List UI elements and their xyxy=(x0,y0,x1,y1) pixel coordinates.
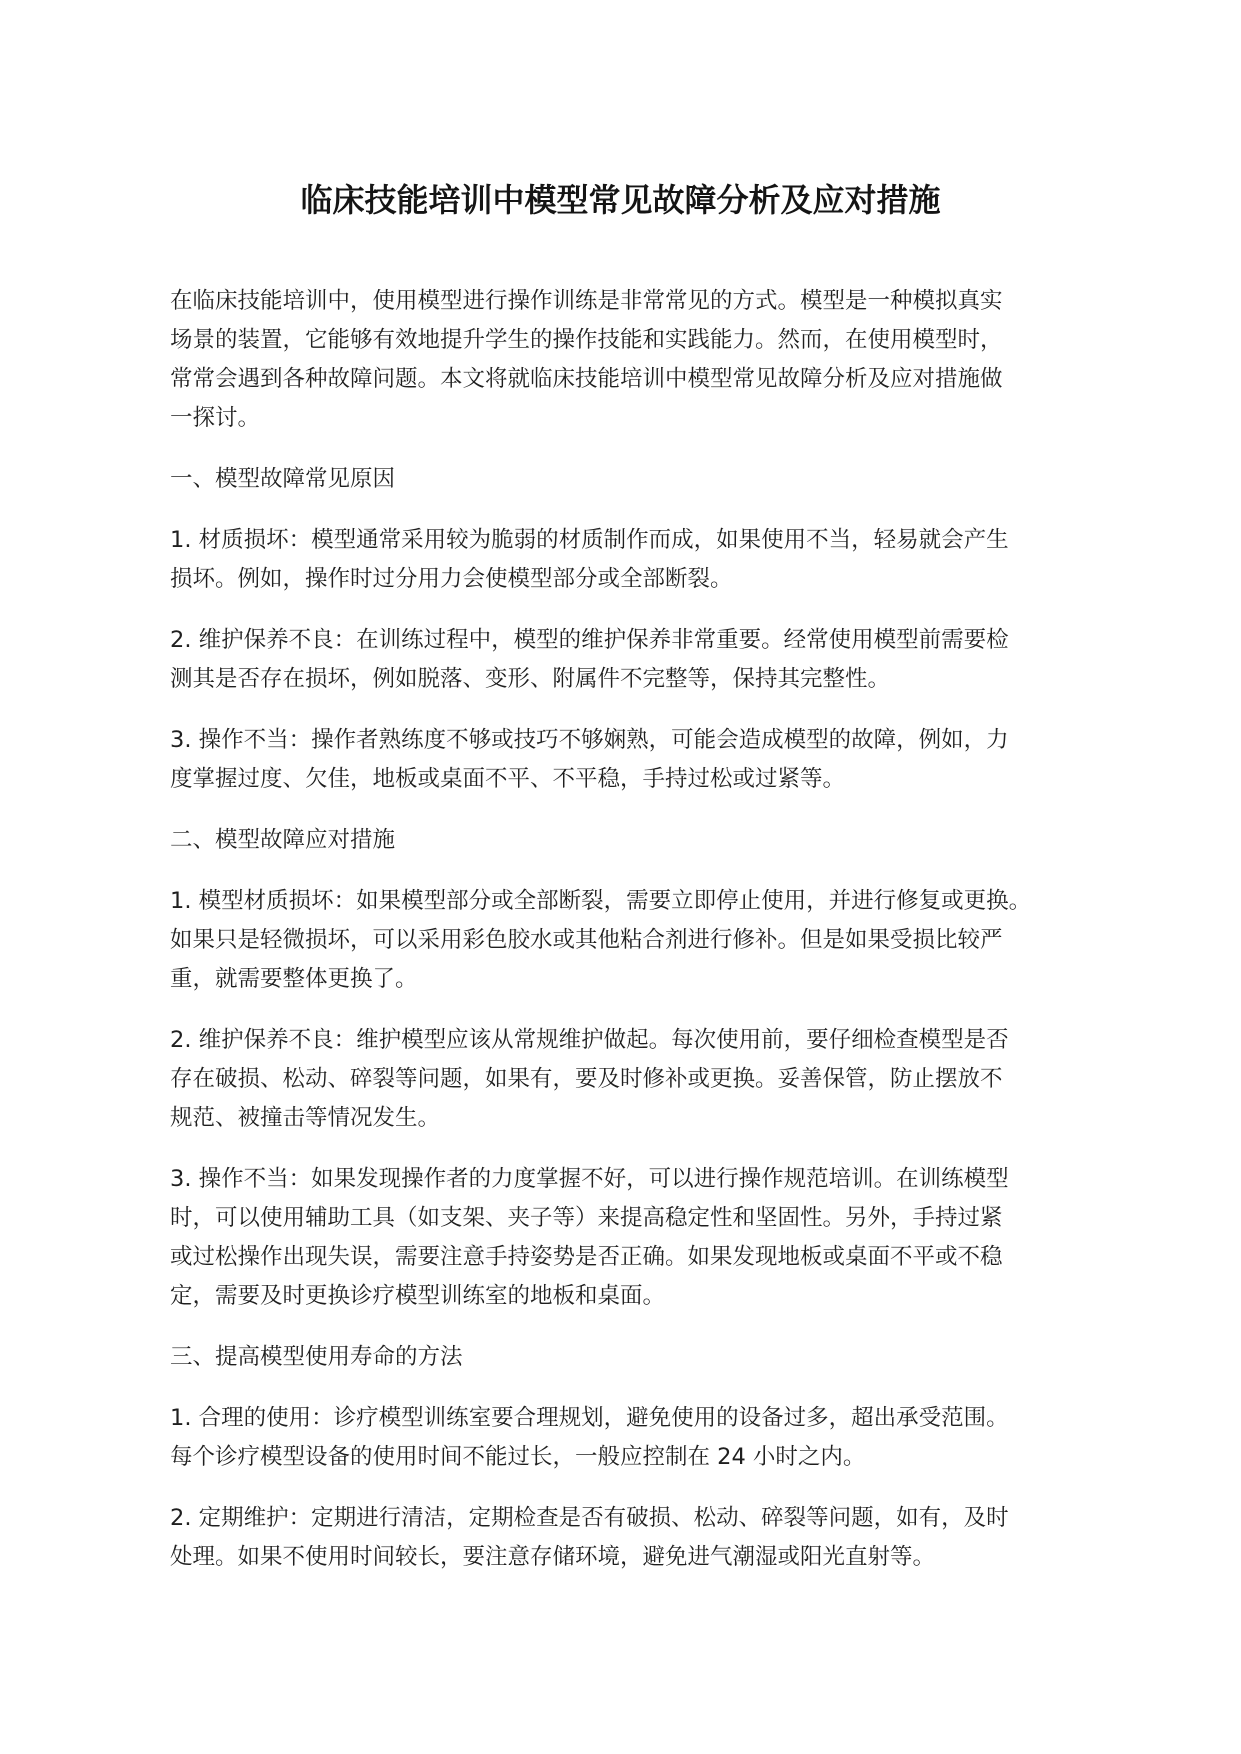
text-line: 度掌握过度、欠佳，地板或桌面不平、不平稳，手持过松或过紧等。 xyxy=(170,766,846,792)
list-item xyxy=(170,1399,1190,1477)
section-heading xyxy=(170,821,1190,860)
text-line: 1. 模型材质损坏：如果模型部分或全部断裂，需要立即停止使用，并进行修复或更换。 xyxy=(170,888,1032,914)
text-line: 3. 操作不当：如果发现操作者的力度掌握不好，可以进行操作规范培训。在训练模型 xyxy=(170,1166,1009,1192)
text-line: 常常会遇到各种故障问题。本文将就临床技能培训中模型常见故障分析及应对措施做 xyxy=(170,366,1003,392)
text-line: 存在破损、松动、碎裂等问题，如果有，要及时修补或更换。妥善保管，防止摆放不 xyxy=(170,1066,1003,1092)
text-line: 规范、被撞击等情况发生。 xyxy=(170,1105,441,1131)
section-heading-text: 二、模型故障应对措施 xyxy=(170,827,396,853)
text-line: 损坏。例如，操作时过分用力会使模型部分或全部断裂。 xyxy=(170,566,733,592)
section-heading-text: 一、模型故障常见原因 xyxy=(170,466,396,492)
list-item xyxy=(170,1160,1190,1316)
text-line: 2. 维护保养不良：在训练过程中，模型的维护保养非常重要。经常使用模型前需要检 xyxy=(170,627,1009,653)
text-line: 定，需要及时更换诊疗模型训练室的地板和桌面。 xyxy=(170,1283,666,1309)
text-line: 3. 操作不当：操作者熟练度不够或技巧不够娴熟，可能会造成模型的故障，例如，力 xyxy=(170,727,1009,753)
section-heading xyxy=(170,460,1190,499)
list-item xyxy=(170,621,1190,699)
text-line: 重，就需要整体更换了。 xyxy=(170,966,418,992)
intro-paragraph xyxy=(170,282,1190,438)
list-item xyxy=(170,521,1190,599)
text-line: 一探讨。 xyxy=(170,405,261,431)
text-line: 在临床技能培训中，使用模型进行操作训练是非常常见的方式。模型是一种模拟真实 xyxy=(170,288,1003,314)
text-line: 每个诊疗模型设备的使用时间不能过长，一般应控制在 24 小时之内。 xyxy=(170,1444,866,1470)
section-heading xyxy=(170,1338,1190,1377)
text-line: 或过松操作出现失误，需要注意手持姿势是否正确。如果发现地板或桌面不平或不稳 xyxy=(170,1244,1003,1270)
list-item xyxy=(170,882,1190,999)
text-line: 2. 维护保养不良：维护模型应该从常规维护做起。每次使用前，要仔细检查模型是否 xyxy=(170,1027,1009,1053)
text-line: 处理。如果不使用时间较长，要注意存储环境，避免进气潮湿或阳光直射等。 xyxy=(170,1544,936,1570)
text-line: 测其是否存在损坏，例如脱落、变形、附属件不完整等，保持其完整性。 xyxy=(170,666,891,692)
text-line: 如果只是轻微损坏，可以采用彩色胶水或其他粘合剂进行修补。但是如果受损比较严 xyxy=(170,927,1003,953)
text-line: 2. 定期维护：定期进行清洁，定期检查是否有破损、松动、碎裂等问题，如有，及时 xyxy=(170,1505,1009,1531)
section-heading-text: 三、提高模型使用寿命的方法 xyxy=(170,1344,463,1370)
text-line: 1. 合理的使用：诊疗模型训练室要合理规划，避免使用的设备过多，超出承受范围。 xyxy=(170,1405,1009,1431)
list-item xyxy=(170,1021,1190,1138)
document-body xyxy=(170,282,1190,1599)
text-line: 场景的装置，它能够有效地提升学生的操作技能和实践能力。然而，在使用模型时， xyxy=(170,327,1003,353)
text-line: 时，可以使用辅助工具（如支架、夹子等）来提高稳定性和坚固性。另外，手持过紧 xyxy=(170,1205,1003,1231)
list-item xyxy=(170,721,1190,799)
list-item xyxy=(170,1499,1190,1577)
document-title: 临床技能培训中模型常见故障分析及应对措施 xyxy=(300,181,941,219)
text-line: 1. 材质损坏：模型通常采用较为脆弱的材质制作而成，如果使用不当，轻易就会产生 xyxy=(170,527,1009,553)
